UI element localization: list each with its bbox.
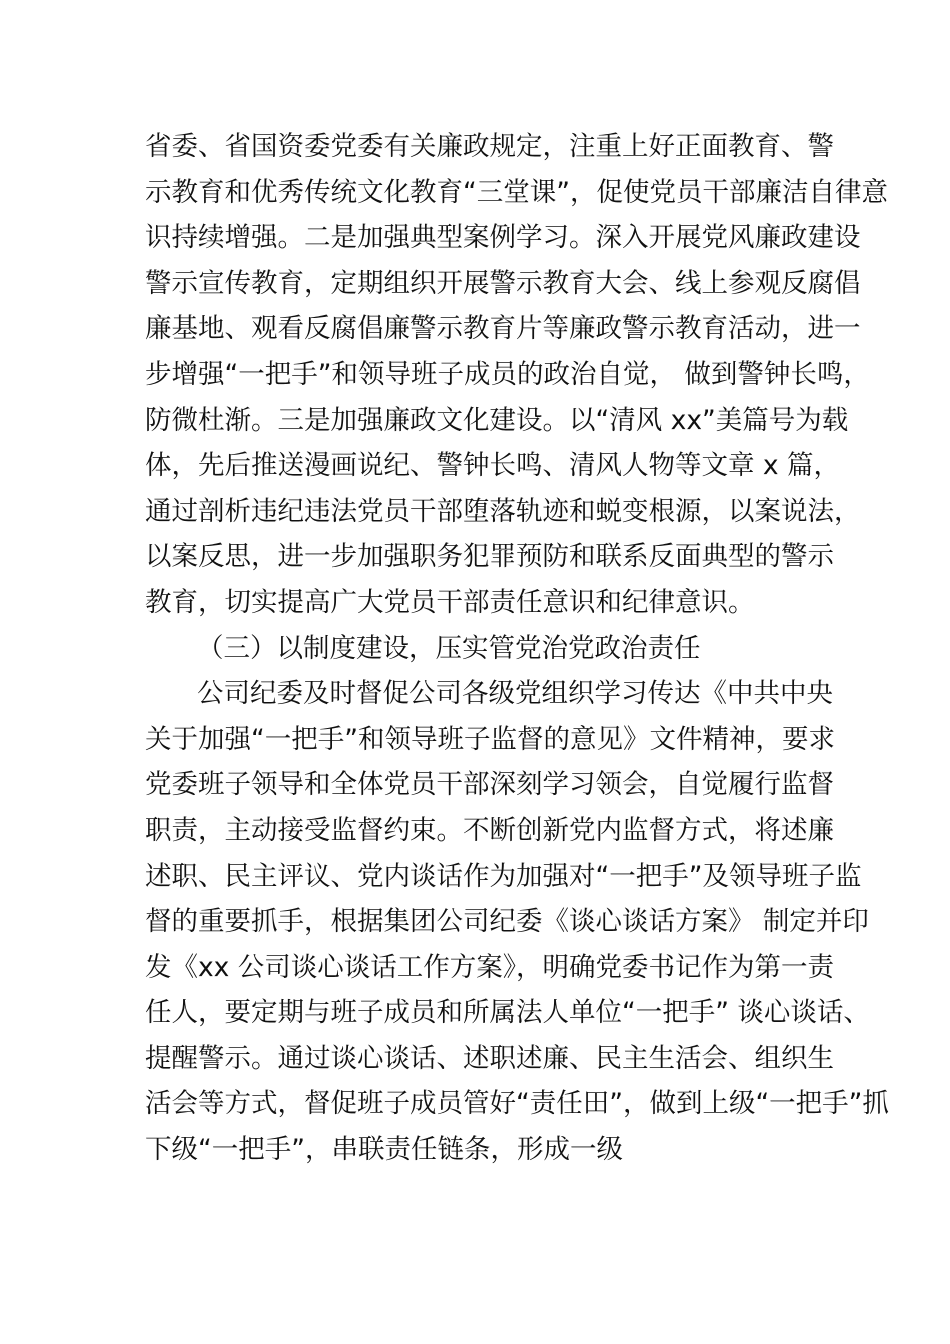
- text-line: 公司纪委及时督促公司各级党组织学习传达《中共中央: [197, 678, 833, 710]
- text-line: 任人，要定期与班子成员和所属法人单位“一把手” 谈心谈话、: [145, 997, 870, 1029]
- text-line: 防微杜渐。三是加强廉政文化建设。以“清风 xx”美篇号为载: [145, 404, 849, 436]
- text-line: 督的重要抓手，根据集团公司纪委《谈心谈话方案》 制定并印: [145, 906, 869, 938]
- section-heading: （三）以制度建设，压实管党治党政治责任: [197, 632, 701, 664]
- text-line: 省委、省国资委党委有关廉政规定，注重上好正面教育、警: [145, 131, 834, 162]
- text-line: 警示宣传教育，定期组织开展警示教育大会、线上参观反腐倡: [145, 267, 861, 299]
- text-line: 教育，切实提高广大党员干部责任意识和纪律意识。: [145, 586, 755, 618]
- text-line: 党委班子领导和全体党员干部深刻学习领会，自觉履行监督: [145, 769, 834, 801]
- text-line: 以案反思，进一步加强职务犯罪预防和联系反面典型的警示: [145, 541, 834, 573]
- text-line: 步增强“一把手”和领导班子成员的政治自觉， 做到警钟长鸣，: [145, 358, 870, 390]
- text-line: 关于加强“一把手”和领导班子监督的意见》文件精神，要求: [145, 723, 835, 755]
- text-line: 提醒警示。通过谈心谈话、述职述廉、民主生活会、组织生: [145, 1042, 834, 1074]
- text-line: 体，先后推送漫画说纪、警钟长鸣、清风人物等文章 x 篇，: [145, 450, 841, 482]
- text-line: 通过剖析违纪违法党员干部堕落轨迹和蜕变根源，以案说法，: [145, 495, 861, 527]
- text-line: 示教育和优秀传统文化教育“三堂课”，促使党员干部廉洁自律意: [145, 176, 888, 208]
- text-line: 述职、民主评议、党内谈话作为加强对“一把手”及领导班子监: [145, 860, 862, 892]
- text-line: 职责，主动接受监督约束。不断创新党内监督方式，将述廉: [145, 814, 834, 846]
- text-line: 活会等方式，督促班子成员管好“责任田”，做到上级“一把手”抓: [145, 1088, 889, 1120]
- text-line: 下级“一把手”，串联责任链条，形成一级: [145, 1134, 623, 1166]
- text-line: 廉基地、观看反腐倡廉警示教育片等廉政警示教育活动，进一: [145, 313, 861, 345]
- text-line: 发《xx 公司谈心谈话工作方案》，明确党委书记作为第一责: [145, 951, 835, 983]
- text-line: 识持续增强。二是加强典型案例学习。深入开展党风廉政建设: [145, 222, 861, 254]
- body-text: [145, 124, 889, 1173]
